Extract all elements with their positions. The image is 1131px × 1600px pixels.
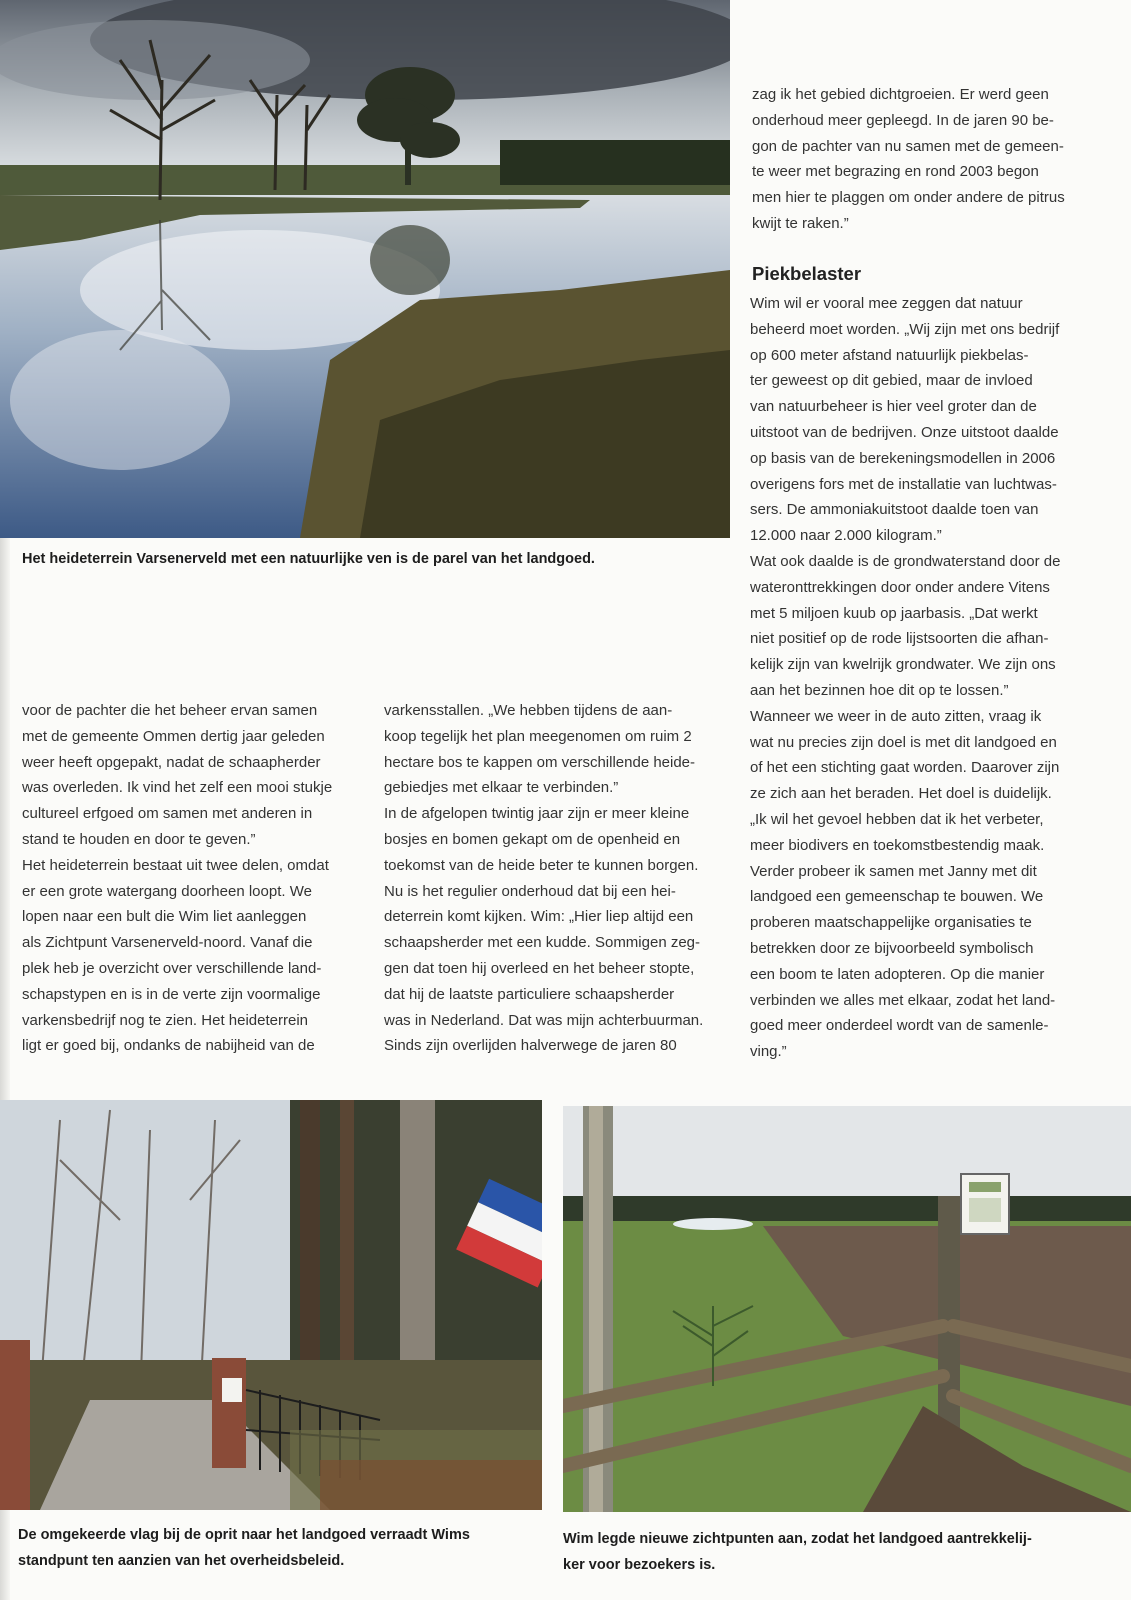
text-line: ving.” (750, 1043, 787, 1061)
text-line: op 600 meter afstand natuurlijk piekbelas- (750, 346, 1029, 364)
text-line: uitstoot van de bedrijven. Onze uitstoot daalde (750, 423, 1059, 441)
text-line: onderhoud meer gepleegd. In de jaren 90 be- (752, 111, 1054, 129)
text-line: met 5 miljoen kuub op jaarbasis. „Dat werkt (750, 604, 1038, 622)
text-line: betrekken door ze bijvoorbeeld symbolisch (750, 939, 1034, 957)
column-middle (384, 698, 729, 1059)
text-line: Nu is het regulier onderhoud dat bij een hei- (384, 882, 676, 900)
text-line: op basis van de berekeningsmodellen in 2006 (750, 449, 1056, 467)
text-line: dat hij de laatste particuliere schaapsherder (384, 985, 675, 1003)
text-line: kelijk zijn van kwelrijk grondwater. We zijn ons (750, 656, 1056, 674)
caption-bottom-left-photo (18, 1522, 470, 1574)
column-left (22, 698, 367, 1059)
text-line: Sinds zijn overlijden halverwege de jaren 80 (384, 1037, 677, 1055)
text-line: weer heeft opgepakt, nadat de schaapherder (22, 753, 321, 771)
text-line: landgoed een gemeenschap te bouwen. We (750, 888, 1044, 906)
text-line: Wanneer we weer in de auto zitten, vraag ik (750, 707, 1042, 725)
text-line: met de gemeente Ommen dertig jaar geleden (22, 727, 325, 745)
text-line: varkensbedrijf nog te zien. Het heideterrein (22, 1011, 308, 1029)
text-line: bosjes en bomen gekapt om de openheid en (384, 830, 681, 848)
text-line: beheerd moet worden. „Wij zijn met ons bedrijf (750, 320, 1060, 338)
text-line: varkensstallen. „We hebben tijdens de aan- (384, 702, 673, 719)
text-line: toekomst van de heide beter te kunnen borgen. (384, 856, 699, 874)
text-line: gebiedjes met elkaar te verbinden.” (384, 779, 619, 797)
text-line: wateronttrekkingen door onder andere Vitens (750, 578, 1050, 596)
caption-top-photo: Het heideterrein Varsenerveld met een natuurlijke ven is de parel van het landgoed. (22, 551, 595, 567)
text-line: er een grote watergang doorheen loopt. We (22, 882, 312, 900)
caption-line: ker voor bezoekers is. (563, 1557, 716, 1573)
text-line: hectare bos te kappen om verschillende heide- (384, 753, 696, 771)
text-line: cultureel erfgoed om samen met anderen in (22, 805, 313, 823)
text-line: te weer met begrazing en rond 2003 begon (752, 163, 1039, 181)
text-line: overigens fors met de installatie van luchtwas- (750, 475, 1057, 493)
text-line: verbinden we alles met elkaar, zodat het land- (750, 991, 1056, 1009)
column-right-top (752, 82, 1092, 237)
section-heading: Piekbelaster (752, 263, 862, 284)
caption-line: standpunt ten aanzien van het overheidsbeleid. (18, 1553, 345, 1569)
text-line: gen dat toen hij overleed en het beheer stopte, (384, 959, 695, 977)
text-line: „Ik wil het gevoel hebben dat ik het verbeter, (750, 810, 1044, 828)
photo-heath-pond (0, 0, 730, 538)
column-right (750, 291, 1100, 1065)
text-line: voor de pachter die het beheer ervan samen (22, 702, 318, 719)
text-line: een boom te laten adopteren. Op die manier (750, 965, 1045, 983)
text-line: proberen maatschappelijke organisaties te (750, 914, 1032, 932)
text-line: Verder probeer ik samen met Janny met dit (750, 862, 1037, 880)
text-line: schapstypen en is in de verte zijn voormalige (22, 985, 321, 1003)
text-line: aan het bezinnen hoe dit op te lossen.” (750, 681, 1009, 699)
text-line: men hier te plaggen om onder andere de pitrus (752, 189, 1065, 207)
text-line: 12.000 naar 2.000 kilogram.” (750, 527, 942, 545)
photo-viewpoint-fence (563, 1106, 1131, 1512)
text-line: niet positief op de rode lijstsoorten die afhan- (750, 630, 1049, 648)
text-line: of het een stichting gaat worden. Daarover zijn (750, 759, 1060, 777)
text-line: gon de pachter van nu samen met de gemeen- (752, 137, 1064, 155)
text-line: lopen naar een bult die Wim liet aanleggen (22, 908, 307, 926)
text-line: als Zichtpunt Varsenerveld-noord. Vanaf die (22, 934, 313, 952)
text-line: was overleden. Ik vind het zelf een mooi stukje (22, 779, 333, 797)
caption-bottom-right-photo (563, 1526, 1032, 1578)
text-line: stand te houden en door te geven.” (22, 830, 256, 848)
caption-line: De omgekeerde vlag bij de oprit naar het landgoed verraadt Wims (18, 1527, 470, 1543)
photo-driveway-flag (0, 1100, 542, 1510)
text-line: was in Nederland. Dat was mijn achterbuurman. (384, 1011, 704, 1029)
text-line: schaapsherder met een kudde. Sommigen zeg- (384, 934, 701, 952)
text-line: plek heb je overzicht over verschillende land- (22, 959, 322, 977)
text-line: van natuurbeheer is hier veel groter dan de (750, 398, 1037, 416)
text-line: ter geweest op dit gebied, maar de invloed (750, 372, 1033, 390)
text-line: ze zich aan het beraden. Het doel is duidelijk. (750, 785, 1052, 803)
text-line: wat nu precies zijn doel is met dit landgoed en (750, 733, 1057, 751)
text-line: meer biodivers en toekomstbestendig maak. (750, 836, 1045, 854)
text-line: deterrein komt kijken. Wim: „Hier liep altijd een (384, 908, 694, 926)
text-line: goed meer onderdeel wordt van de samenle- (750, 1017, 1049, 1035)
text-line: Wim wil er vooral mee zeggen dat natuur (750, 295, 1023, 312)
text-line: zag ik het gebied dichtgroeien. Er werd geen (752, 86, 1049, 103)
text-line: ligt er goed bij, ondanks de nabijheid van de (22, 1037, 315, 1055)
text-line: sers. De ammoniakuitstoot daalde toen van (750, 501, 1039, 519)
text-line: Het heideterrein bestaat uit twee delen, omdat (22, 856, 329, 874)
caption-line: Wim legde nieuwe zichtpunten aan, zodat het landgoed aantrekkelij- (563, 1531, 1032, 1547)
text-line: In de afgelopen twintig jaar zijn er meer kleine (384, 805, 690, 823)
text-line: Wat ook daalde is de grondwaterstand door de (750, 552, 1061, 570)
text-line: koop tegelijk het plan meegenomen om ruim 2 (384, 727, 692, 745)
text-line: kwijt te raken.” (752, 214, 849, 232)
